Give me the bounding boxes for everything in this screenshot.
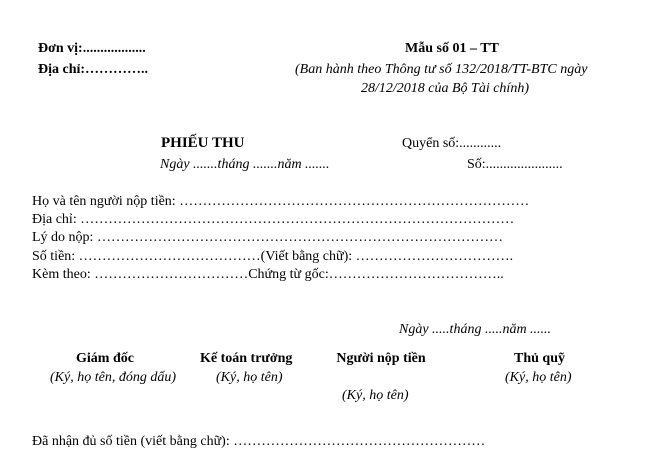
signature-title: Thủ quỹ — [514, 351, 565, 366]
address-label: Địa chỉ:………….. — [38, 62, 149, 77]
amount-field: Số tiền: …………………………………(Viết bằng chữ): ……………………………. — [32, 249, 514, 264]
signature-note: (Ký, họ tên) — [216, 370, 283, 385]
signature-title: Người nộp tiền — [336, 351, 426, 366]
form-number: Mẫu số 01 – TT — [405, 41, 499, 56]
signature-note: (Ký, họ tên) — [505, 370, 572, 385]
address-field: Địa chỉ: ………………………………………………………………………………… — [32, 212, 515, 227]
signature-note: (Ký, họ tên) — [342, 388, 409, 403]
unit-label: Đơn vị:.................. — [38, 41, 146, 56]
issued-by-line1: (Ban hành theo Thông tư số 132/2018/TT-BTC ngày — [295, 62, 588, 77]
receipt-number: Số:...................... — [467, 157, 563, 172]
payer-name-field: Họ và tên người nộp tiền: ………………………………………………………………… — [32, 194, 530, 209]
amount-received-field: Đã nhận đủ số tiền (viết bằng chữ): ……………………………………………… — [32, 434, 486, 449]
book-number: Quyển số:............ — [402, 136, 502, 151]
attachments-field: Kèm theo: ……………………………Chứng từ gốc:……………………………….. — [32, 267, 504, 282]
receipt-title: PHIẾU THU — [161, 135, 245, 151]
reason-field: Lý do nộp: …………………………………………………………………………… — [32, 230, 503, 245]
receipt-date: Ngày .......tháng .......năm ....... — [160, 157, 330, 172]
issued-by-line2: 28/12/2018 của Bộ Tài chính) — [361, 81, 529, 96]
signature-note: (Ký, họ tên, đóng dấu) — [50, 370, 176, 385]
signature-title: Kế toán trưởng — [200, 351, 293, 366]
signature-date: Ngày .....tháng .....năm ...... — [399, 322, 552, 337]
signature-title: Giám đốc — [76, 351, 134, 366]
